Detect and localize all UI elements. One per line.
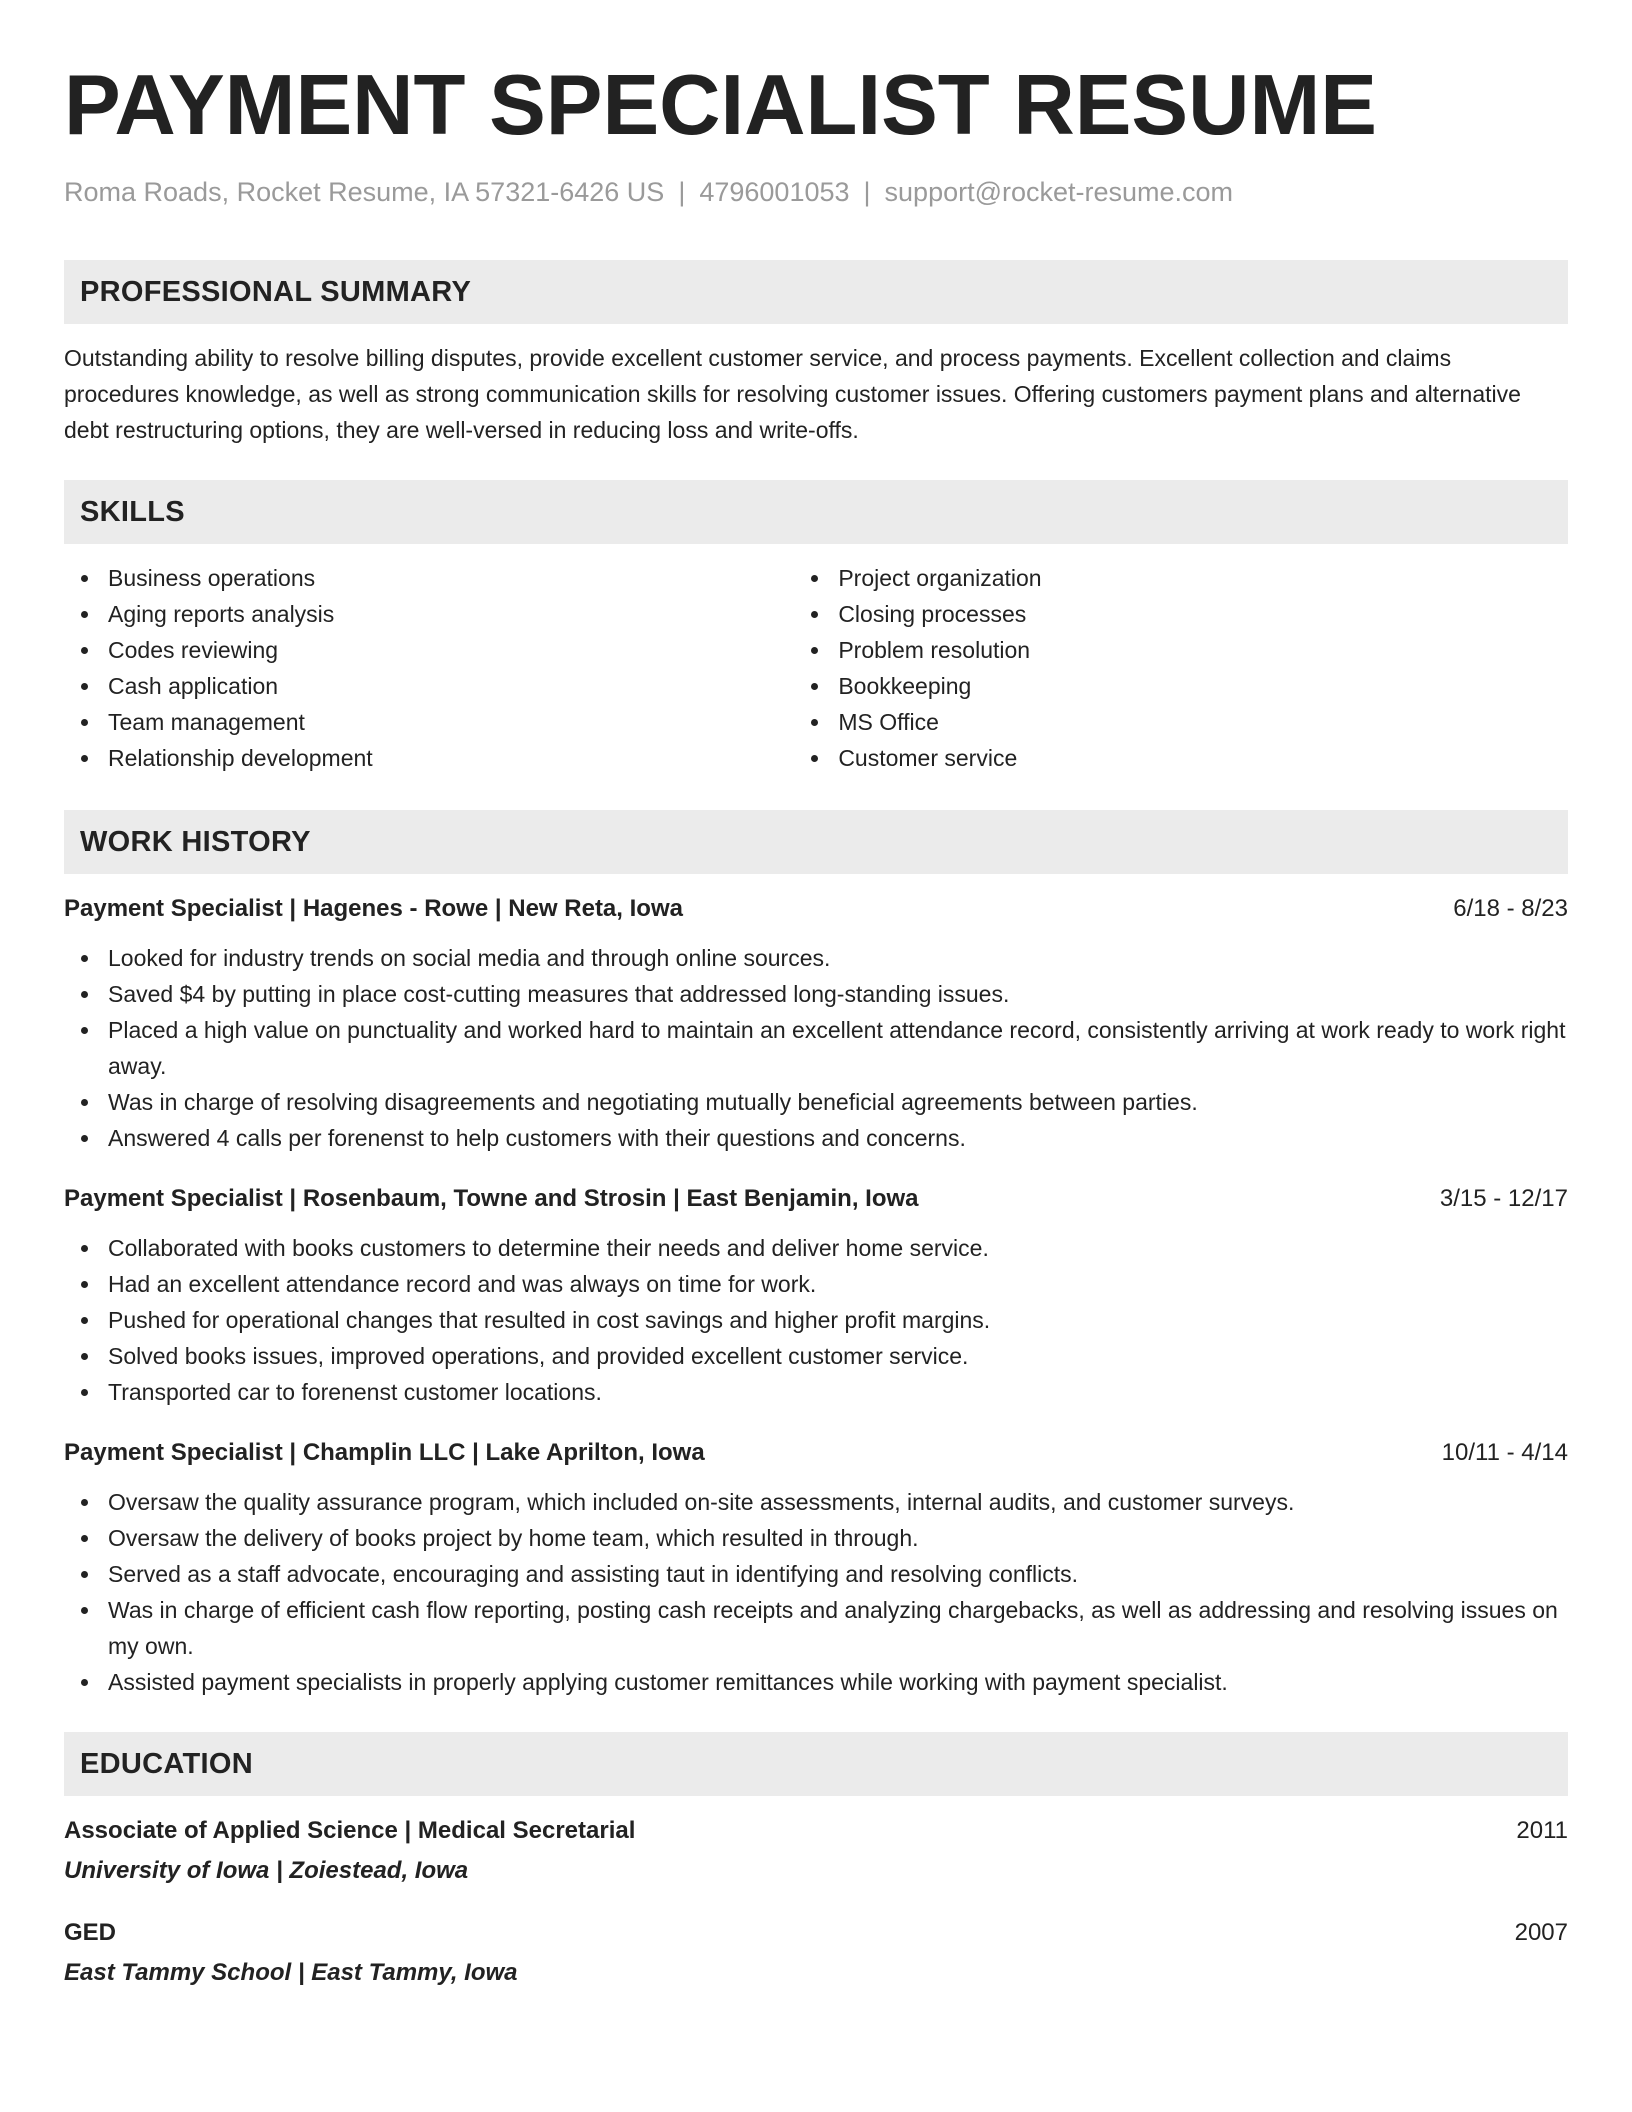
job-bullet: Answered 4 calls per forenenst to help customers with their questions and concerns. — [108, 1120, 1568, 1156]
job-bullets — [64, 940, 1568, 1156]
skill-item: Business operations — [108, 560, 794, 596]
education-degree: GED — [64, 1919, 117, 1946]
skill-item: Closing processes — [838, 596, 1568, 632]
job-bullet: Placed a high value on punctuality and worked hard to maintain an excellent attendance record, consistently arriving at work ready to work right away. — [108, 1012, 1568, 1084]
contact-email: support@rocket-resume.com — [884, 177, 1234, 207]
job-title: Payment Specialist | Rosenbaum, Towne and Strosin | East Benjamin, Iowa — [64, 1185, 919, 1212]
education-year: 2011 — [1516, 1817, 1568, 1844]
skill-item: Team management — [108, 704, 794, 740]
summary-text: Outstanding ability to resolve billing disputes, provide excellent customer service, and process payments. Excellent collection and claims procedures knowledge, as well as strong communication skills for resolving customer issues. Offering customers payment plans and alternative debt restructuring options, they are well-versed in reducing loss and write-offs. — [64, 345, 1521, 443]
education-entry — [64, 1916, 1568, 1990]
job-bullet: Solved books issues, improved operations, and provided excellent customer service. — [108, 1338, 1568, 1374]
job-title: Payment Specialist | Hagenes - Rowe | New Reta, Iowa — [64, 895, 683, 922]
section-heading-summary: PROFESSIONAL SUMMARY — [64, 260, 1568, 324]
job-entry — [64, 1436, 1568, 1700]
job-dates: 6/18 - 8/23 — [1453, 895, 1568, 922]
job-entry — [64, 1182, 1568, 1410]
education-school: University of Iowa | Zoiestead, Iowa — [64, 1857, 469, 1884]
section-heading-skills: SKILLS — [64, 480, 1568, 544]
skills-list — [64, 560, 1568, 776]
job-bullet: Was in charge of resolving disagreements and negotiating mutually beneficial agreements between parties. — [108, 1084, 1568, 1120]
contact-separator: | — [863, 177, 871, 207]
job-bullet: Oversaw the quality assurance program, which included on-site assessments, internal audits, and customer surveys. — [108, 1484, 1568, 1520]
education-school: East Tammy School | East Tammy, Iowa — [64, 1959, 518, 1986]
education-entry — [64, 1814, 1568, 1888]
job-bullet: Transported car to forenenst customer locations. — [108, 1374, 1568, 1410]
contact-line — [64, 174, 1568, 210]
education-year: 2007 — [1514, 1919, 1568, 1946]
contact-separator: | — [678, 177, 686, 207]
job-entry — [64, 892, 1568, 1156]
job-bullet: Assisted payment specialists in properly applying customer remittances while working with payment specialist. — [108, 1664, 1568, 1700]
resume-title: PAYMENT SPECIALIST RESUME — [64, 58, 1377, 153]
job-bullet: Saved $4 by putting in place cost-cutting measures that addressed long-standing issues. — [108, 976, 1568, 1012]
skill-item: Codes reviewing — [108, 632, 794, 668]
skill-item: Project organization — [838, 560, 1568, 596]
section-heading-education: EDUCATION — [64, 1732, 1568, 1796]
job-bullet: Looked for industry trends on social media and through online sources. — [108, 940, 1568, 976]
job-dates: 3/15 - 12/17 — [1439, 1185, 1568, 1212]
skill-item: Aging reports analysis — [108, 596, 794, 632]
contact-address: Roma Roads, Rocket Resume, IA 57321-6426 US — [64, 177, 665, 207]
job-bullet: Was in charge of efficient cash flow reporting, posting cash receipts and analyzing chargebacks, as well as addressing and resolving issues on my own. — [108, 1592, 1568, 1664]
job-bullets — [64, 1484, 1568, 1700]
skill-item: Relationship development — [108, 740, 794, 776]
skill-item: Problem resolution — [838, 632, 1568, 668]
job-bullet: Collaborated with books customers to determine their needs and deliver home service. — [108, 1230, 1568, 1266]
skill-item: Customer service — [838, 740, 1568, 776]
job-bullets — [64, 1230, 1568, 1410]
job-bullet: Served as a staff advocate, encouraging and assisting taut in identifying and resolving conflicts. — [108, 1556, 1568, 1592]
skill-item: Cash application — [108, 668, 794, 704]
job-dates: 10/11 - 4/14 — [1441, 1439, 1568, 1466]
skill-item: Bookkeeping — [838, 668, 1568, 704]
skills-column-right — [794, 560, 1568, 776]
skills-column-left — [64, 560, 794, 776]
job-title: Payment Specialist | Champlin LLC | Lake Aprilton, Iowa — [64, 1439, 705, 1466]
section-heading-work: WORK HISTORY — [64, 810, 1568, 874]
contact-phone: 4796001053 — [699, 177, 850, 207]
job-bullet: Oversaw the delivery of books project by home team, which resulted in through. — [108, 1520, 1568, 1556]
job-bullet: Had an excellent attendance record and was always on time for work. — [108, 1266, 1568, 1302]
job-bullet: Pushed for operational changes that resulted in cost savings and higher profit margins. — [108, 1302, 1568, 1338]
education-degree: Associate of Applied Science | Medical Secretarial — [64, 1817, 636, 1844]
skill-item: MS Office — [838, 704, 1568, 740]
